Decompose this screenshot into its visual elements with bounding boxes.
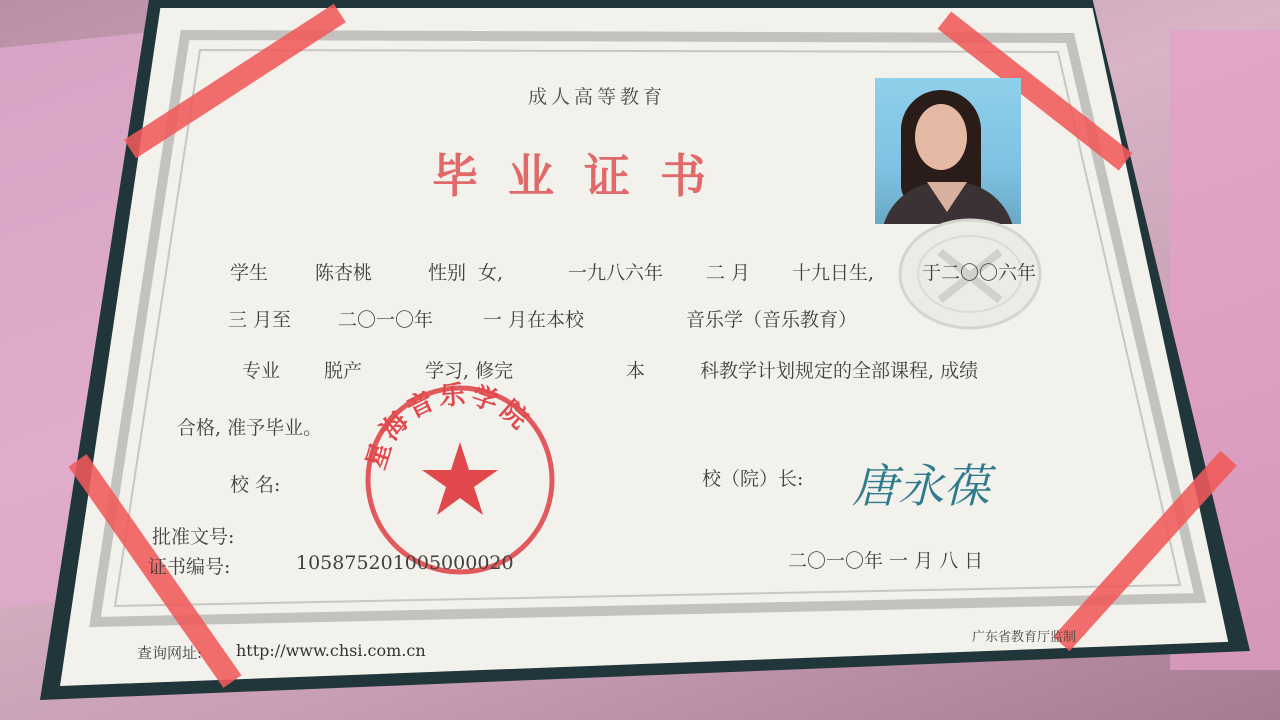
issue-date: 二〇一〇年 一 月 八 日 xyxy=(788,550,984,572)
approval-label: 批准文号: xyxy=(152,526,235,548)
study-start-year: 于二〇〇六年 xyxy=(922,262,1037,284)
school-label: 校 名: xyxy=(230,474,281,496)
birth-day: 十九日生, xyxy=(792,262,875,284)
gender-value: 女, xyxy=(478,262,504,284)
student-label: 学生 xyxy=(230,262,269,284)
official-school-stamp xyxy=(355,380,565,580)
study-end-month: 一 月在本校 xyxy=(483,309,585,331)
study-start-month: 三 月至 xyxy=(228,309,292,331)
birth-year: 一九八六年 xyxy=(568,262,664,284)
student-name: 陈杏桃 xyxy=(315,262,373,284)
cert-number-label: 证书编号: xyxy=(148,556,231,578)
president-signature xyxy=(848,450,1018,520)
gender-label: 性别 xyxy=(428,262,467,284)
cert-number: 105875201005000020 xyxy=(296,552,514,574)
student-photo xyxy=(875,78,1021,224)
study-text: 学习, 修完 xyxy=(425,360,514,382)
study-end-year: 二〇一〇年 xyxy=(338,309,434,331)
study-mode: 脱产 xyxy=(324,360,363,382)
stamp-text: 星海音乐学院 xyxy=(361,380,537,473)
birth-month: 二 月 xyxy=(706,262,751,284)
graduation-statement: 合格, 准予毕业。 xyxy=(177,417,323,439)
query-label: 查询网址: xyxy=(137,644,203,662)
signature-text: 唐永葆 xyxy=(852,459,990,513)
plan-text: 科教学计划规定的全部课程, 成绩 xyxy=(700,360,979,382)
president-label: 校（院）长: xyxy=(702,468,804,490)
certificate-title: 毕业证书 xyxy=(432,149,736,203)
supervisor-note: 广东省教育厅监制 xyxy=(972,630,1077,645)
major-label: 专业 xyxy=(242,360,281,382)
certificate-subtitle: 成人高等教育 xyxy=(528,86,667,108)
education-level: 本 xyxy=(626,360,646,382)
svg-text:星海音乐学院 xyxy=(361,380,536,473)
query-url: http://www.chsi.com.cn xyxy=(236,641,426,660)
major-name: 音乐学（音乐教育） xyxy=(686,309,858,331)
